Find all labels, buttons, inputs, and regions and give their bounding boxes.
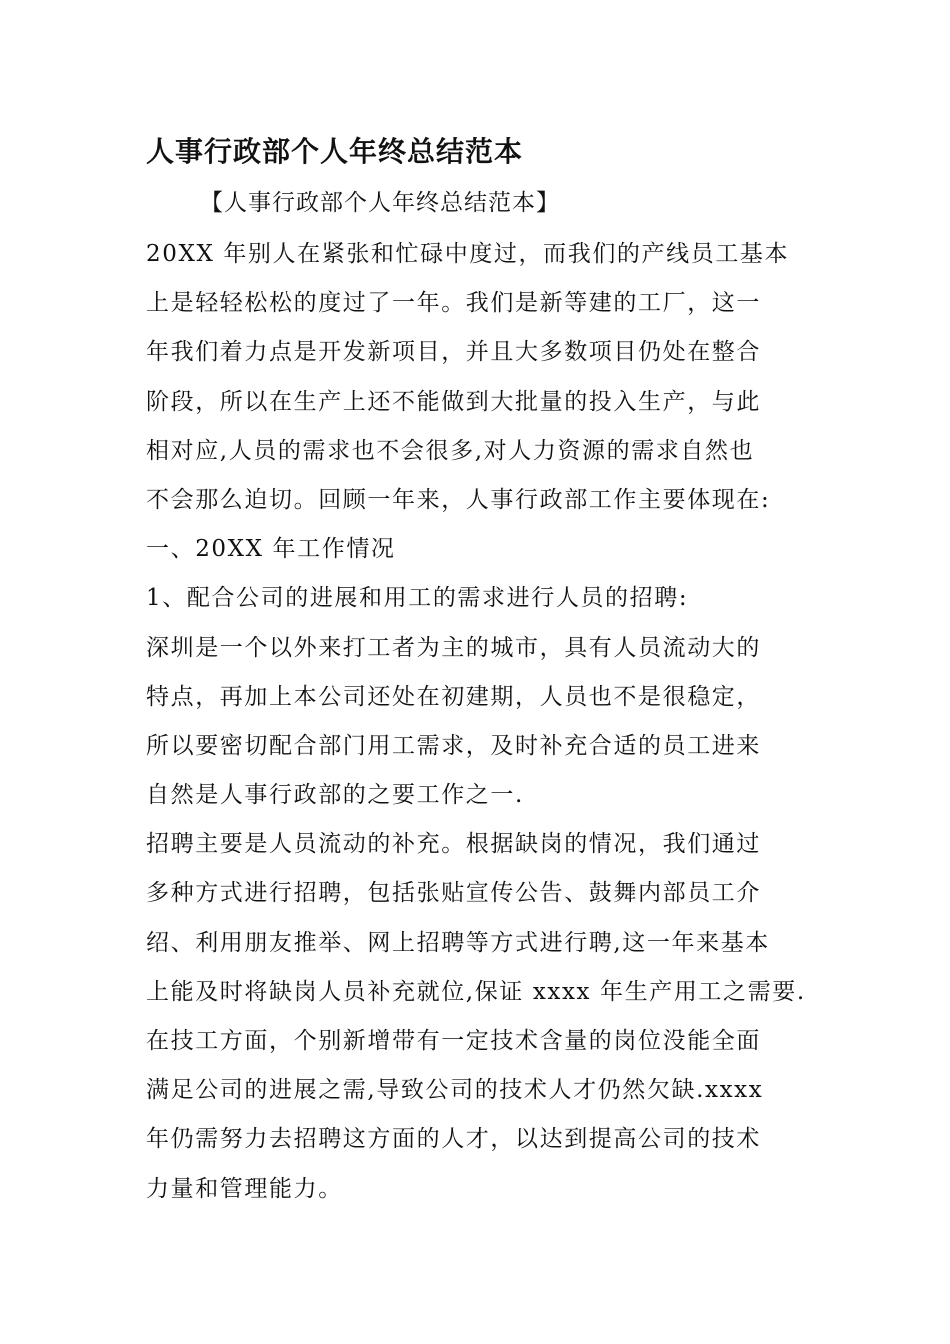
body-line: 在技工方面，个别新增带有一定技术含量的岗位没能全面 <box>146 1028 761 1054</box>
body-line: 自然是人事行政部的之要工作之一. <box>146 782 524 809</box>
body-line: 20XX 年别人在紧张和忙碌中度过，而我们的产线员工基本 <box>146 241 790 267</box>
body-line: 年我们着力点是开发新项目，并且大多数项目仍处在整合 <box>146 339 761 366</box>
body-line: 特点，再加上本公司还处在初建期，人员也不是很稳定， <box>146 683 761 710</box>
subsection-heading: 1、配合公司的进展和用工的需求进行人员的招聘: <box>146 585 689 612</box>
document-body <box>146 230 846 1214</box>
body-line: 所以要密切配合部门用工需求，及时补充合适的员工进来 <box>146 732 761 759</box>
body-line: 不会那么迫切。回顾一年来，人事行政部工作主要体现在: <box>146 486 771 513</box>
body-line: 满足公司的进展之需,导致公司的技术人才仍然欠缺.xxxx <box>146 1077 764 1104</box>
body-line: 上能及时将缺岗人员补充就位,保证 xxxx 年生产用工之需要. <box>146 978 806 1005</box>
body-line: 招聘主要是人员流动的补充。根据缺岗的情况，我们通过 <box>146 831 761 858</box>
document-subtitle: 【人事行政部个人年终总结范本】 <box>200 190 560 216</box>
body-line: 相对应,人员的需求也不会很多,对人力资源的需求自然也 <box>146 437 755 464</box>
document-title: 人事行政部个人年终总结范本 <box>146 135 524 168</box>
body-line: 上是轻轻松松的度过了一年。我们是新等建的工厂，这一 <box>146 290 761 317</box>
section-heading: 一、20XX 年工作情况 <box>146 536 396 563</box>
body-line: 多种方式进行招聘，包括张贴宣传公告、鼓舞内部员工介 <box>146 880 761 907</box>
body-line: 力量和管理能力。 <box>146 1175 343 1202</box>
body-line: 年仍需努力去招聘这方面的人才，以达到提高公司的技术 <box>146 1126 761 1153</box>
body-line: 绍、利用朋友推举、网上招聘等方式进行聘,这一年来基本 <box>146 929 770 956</box>
body-line: 深圳是一个以外来打工者为主的城市，具有人员流动大的 <box>146 634 761 661</box>
body-line: 阶段，所以在生产上还不能做到大批量的投入生产，与此 <box>146 388 761 415</box>
